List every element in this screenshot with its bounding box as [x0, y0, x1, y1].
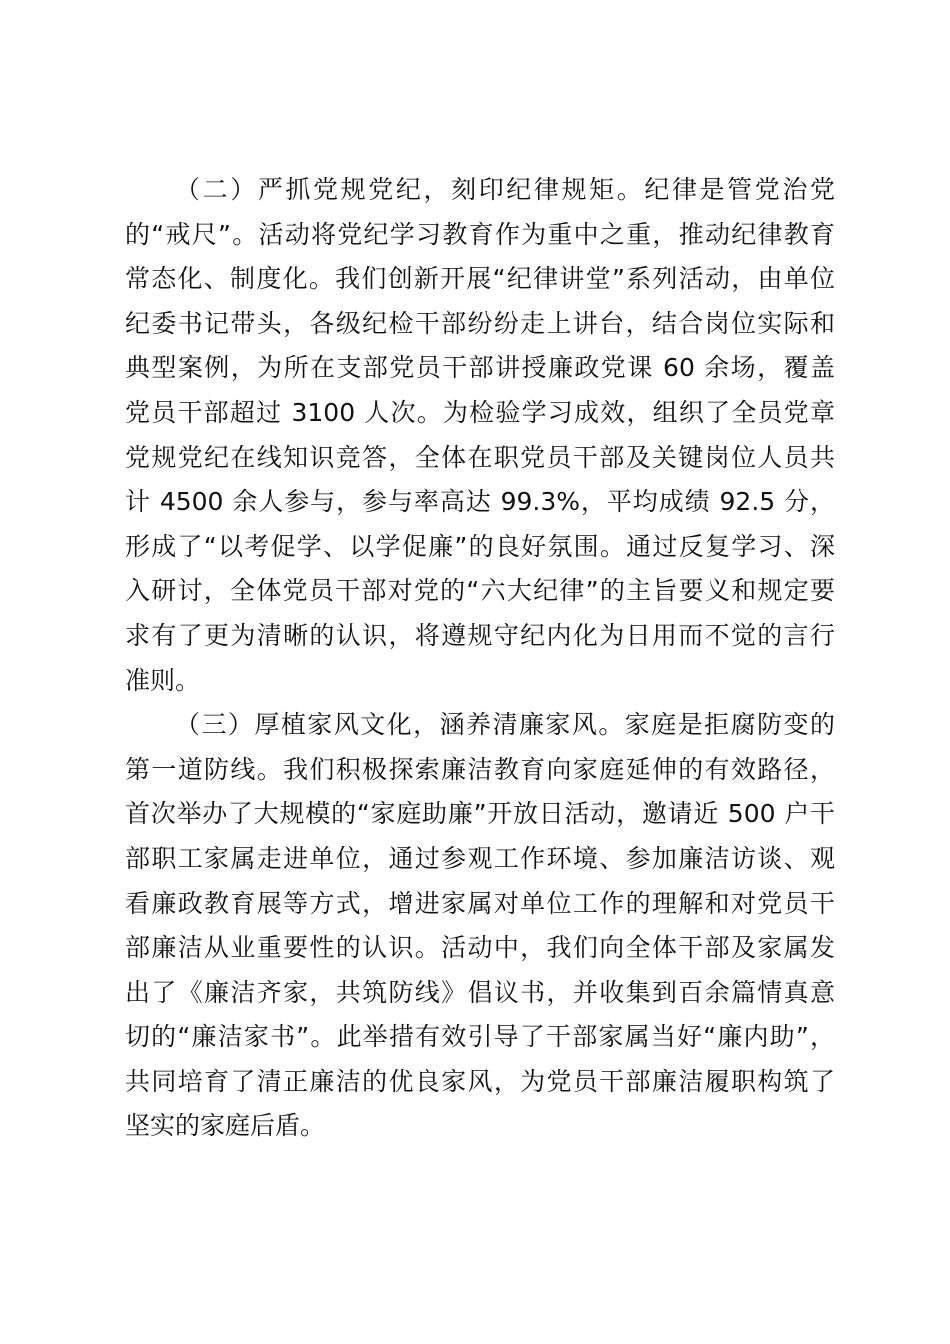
- paragraph-line: 坚实的家庭后盾。: [125, 1111, 326, 1141]
- paragraph-line: 准则。: [125, 665, 201, 695]
- paragraph-line: 求有了更为清晰的认识，将遵规守纪内化为日用而不觉的言行: [125, 620, 835, 650]
- document-body: [125, 168, 835, 1149]
- paragraph-line: 党员干部超过 3100 人次。为检验学习成效，组织了全员党章: [125, 397, 835, 427]
- paragraph-line: 典型案例，为所在支部党员干部讲授廉政党课 60 余场，覆盖: [125, 353, 835, 383]
- paragraph-line: 首次举办了大规模的“家庭助廉”开放日活动，邀请近 500 户干: [125, 799, 835, 829]
- paragraph-line: 常态化、制度化。我们创新开展“纪律讲堂”系列活动，由单位: [125, 264, 835, 294]
- paragraph-line: 看廉政教育展等方式，增进家属对单位工作的理解和对党员干: [125, 888, 835, 918]
- paragraph-line: 切的“廉洁家书”。此举措有效引导了干部家属当好“廉内助”，: [125, 1022, 835, 1052]
- paragraph-line: 党规党纪在线知识竞答，全体在职党员干部及关键岗位人员共: [125, 442, 835, 472]
- paragraph-line: 纪委书记带头，各级纪检干部纷纷走上讲台，结合岗位实际和: [125, 308, 835, 338]
- paragraph-line: 部廉洁从业重要性的认识。活动中，我们向全体干部及家属发: [125, 933, 835, 963]
- paragraph-line: 第一道防线。我们积极探索廉洁教育向家庭延伸的有效路径，: [125, 754, 835, 784]
- paragraph-line: （二）严抓党规党纪，刻印纪律规矩。纪律是管党治党: [175, 175, 835, 204]
- paragraph-line: 出了《廉洁齐家，共筑防线》倡议书，并收集到百余篇情真意: [125, 977, 835, 1007]
- paragraph-line: 共同培育了清正廉洁的优良家风，为党员干部廉洁履职构筑了: [125, 1066, 835, 1096]
- paragraph-line: 部职工家属走进单位，通过参观工作环境、参加廉洁访谈、观: [125, 843, 835, 873]
- paragraph-2: [125, 168, 835, 703]
- paragraph-line: 的“戒尺”。活动将党纪学习教育作为重中之重，推动纪律教育: [125, 219, 835, 249]
- paragraph-line: 入研讨，全体党员干部对党的“六大纪律”的主旨要义和规定要: [125, 576, 835, 606]
- paragraph-line: 形成了“以考促学、以学促廉”的良好氛围。通过反复学习、深: [125, 531, 835, 561]
- paragraph-line: 计 4500 余人参与，参与率高达 99.3%，平均成绩 92.5 分，: [125, 487, 835, 517]
- paragraph-line: （三）厚植家风文化，涵养清廉家风。家庭是拒腐防变的: [175, 710, 835, 740]
- paragraph-3: [125, 703, 835, 1149]
